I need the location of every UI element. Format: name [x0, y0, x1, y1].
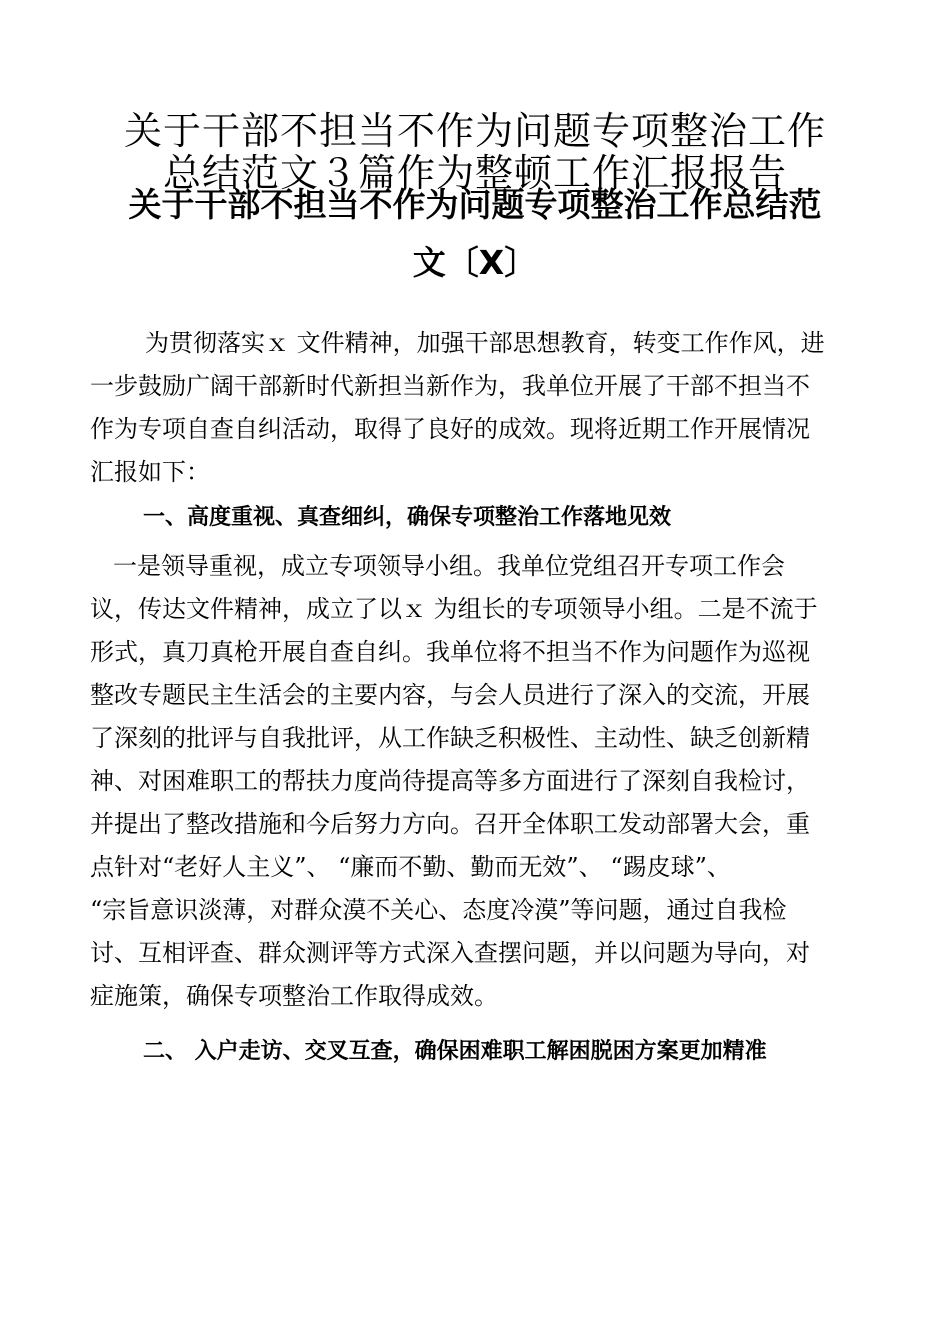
main-title-line-2: 总结范文３篇作为整顿工作汇报报告 [162, 151, 787, 195]
sub-title [95, 176, 855, 292]
sub-title-line-1: 关于干部不担当不作为问题专项整治工作总结范 [128, 185, 822, 224]
intro-line-2: 一步鼓励广阔干部新时代新担当新作为，我单位开展了干部不担当不 [90, 372, 810, 400]
section-2-heading: 二、 入户走访、交叉互查，确保困难职工解困脱困方案更加精准 [143, 1039, 767, 1064]
section-1-line-6: 神、对困难职工的帮扶力度尚待提高等多方面进行了深刻自我检讨， [90, 767, 810, 795]
section-1-line-2: 议，传达文件精神，成立了以ｘ 为组长的专项领导小组。二是不流于 [90, 595, 818, 623]
main-title-line-1: 关于干部不担当不作为问题专项整治工作 [123, 109, 826, 153]
section-1-line-8: 点针对“老好人主义”、 “廉而不勤、勤而无效”、 “踢皮球”、 [90, 853, 731, 881]
intro-paragraph [90, 322, 860, 494]
sub-title-line-2: 文〔X〕 [412, 243, 538, 282]
section-1-line-10: 讨、互相评查、群众测评等方式深入查摆问题，并以问题为导向，对 [90, 939, 810, 967]
section-1-line-9: “宗旨意识淡薄，对群众漠不关心、态度冷漠”等问题，通过自我检 [90, 896, 787, 924]
section-1-paragraph [90, 545, 860, 1018]
section-1-heading: 一、高度重视、真查细纠，确保专项整治工作落地见效 [143, 505, 672, 530]
intro-line-4: 汇报如下： [90, 458, 210, 486]
intro-line-1: 为贯彻落实ｘ 文件精神，加强干部思想教育，转变工作作风，进 [145, 329, 825, 357]
section-1-line-3: 形式，真刀真枪开展自查自纠。我单位将不担当不作为问题作为巡视 [90, 638, 810, 666]
section-1-line-7: 并提出了整改措施和今后努力方向。召开全体职工发动部署大会，重 [90, 810, 810, 838]
section-1-line-1: 一是领导重视，成立专项领导小组。我单位党组召开专项工作会 [113, 552, 785, 580]
section-1-line-11: 症施策，确保专项整治工作取得成效。 [90, 982, 498, 1010]
section-1-line-5: 了深刻的批评与自我批评，从工作缺乏积极性、主动性、缺乏创新精 [90, 724, 810, 752]
intro-line-3: 作为专项自查自纠活动，取得了良好的成效。现将近期工作开展情况 [90, 415, 810, 443]
section-1-line-4: 整改专题民主生活会的主要内容，与会人员进行了深入的交流，开展 [90, 681, 810, 709]
